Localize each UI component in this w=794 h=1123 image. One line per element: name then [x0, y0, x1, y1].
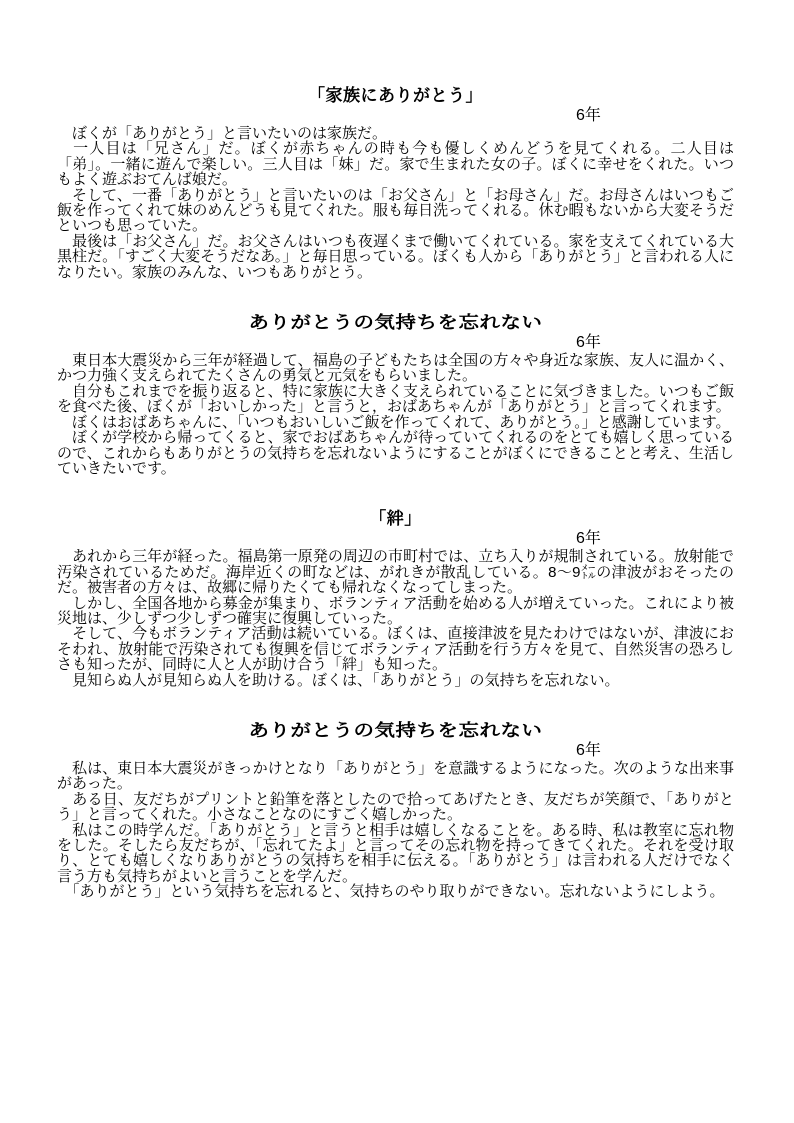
essay-author-grade: 6年 — [576, 530, 601, 548]
essay-title: 「絆」 — [369, 509, 422, 529]
essay-title: ありがとうの気持ちを忘れない — [248, 720, 543, 740]
essay-body — [57, 549, 734, 688]
essay-paragraph: ぼくが「ありがとう」と言いたいのは家族だ。 — [57, 125, 388, 142]
essay-paragraph: 見知らぬ人が見知らぬ人を助ける。ぼくは、「ありがとう」の気持ちを忘れない。 — [57, 671, 620, 689]
essay-paragraph: 「ありがとう」という気持ちを忘れると、気持ちのやり取りができない。忘れないようにしよう。 — [57, 883, 725, 901]
essay-body — [57, 761, 734, 900]
essay-paragraph: しかし、全国各地から募金が集まり、ボランティア活動を始める人が増えていった。これにより被災地は、少しずつ少しずつ確実に復興していった。 — [57, 594, 734, 627]
essay-paragraph: そして、一番「ありがとう」と言いたいのは「お父さん」と「お母さん」だ。お母さんはいつもご飯を作ってくれて妹のめんどうも見てくれた。服も毎日洗ってくれる。休む暇もないから大変そうだといつも思っていた。 — [57, 186, 734, 235]
essay-paragraph: ある日、友だちがプリントと鉛筆を落としたので拾ってあげたとき、友だちが笑顔で、「ありがとう」と言ってくれた。小さなことなのにすごく嬉しかった。 — [57, 790, 734, 824]
essay-family-thanks — [57, 86, 734, 280]
essay-author-grade: 6年 — [576, 741, 601, 759]
essay-paragraph: 最後は「お父さん」だ。お父さんはいつも夜遅くまで働いてくれている。家を支えてくれている大黒柱だ。「すごく大変そうだなあ。」と毎日思っている。ぼくも人から「ありがとう」と言われる人になりたい。家族のみんな、いつもありがとう。 — [57, 232, 734, 281]
essay-paragraph: 私は、東日本大震災がきっかけとなり「ありがとう」を意識するようになった。次のような出来事があった。 — [57, 759, 734, 793]
essay-paragraph: 東日本大震災から三年が経過して、福島の子どもたちは全国の方々や身近な家族、友人に温かく、かつ力強く支えられてたくさんの勇気と元気をもらいました。 — [57, 352, 734, 385]
essay-kizuna — [57, 509, 734, 688]
essay-paragraph: 私はこの時学んだ。「ありがとう」と言うと相手は嬉しくなることを。ある時、私は教室に忘れ物をした。そしたら友だちが、「忘れてたよ」と言ってその忘れ物を持ってきてくれた。それを受け取り、とても嬉しくなりありがとうの気持ちを相手に伝える。「ありがとう」は言われる人だけでなく言う方も気持ちがよいと言うことを学んだ。 — [57, 821, 734, 885]
essay-author-grade: 6年 — [576, 334, 601, 352]
essay-paragraph: 一人目は「兄さん」だ。ぼくが赤ちゃんの時も今も優しくめんどうを見てくれる。二人目は「弟」。一緒に遊んで楽しい。三人目は「妹」だ。家で生まれた女の子。ぼくに幸せをくれた。いつもよく遊ぶおてんば娘だ。 — [57, 140, 734, 189]
essay-paragraph: そして、今もボランティア活動は続いている。ぼくは、直接津波を見たわけではないが、津波におそわれ、放射能で汚染されても復興を信じてボランティア活動を行う方々を見て、自然災害の恐ろしさも知ったが、同時に人と人が助け合う「絆」も知った。 — [57, 625, 734, 674]
essay-body — [57, 126, 734, 280]
essay-author-grade: 6年 — [576, 107, 601, 124]
essay-paragraph: ぼくはおばあちゃんに、「いつもおいしいご飯を作ってくれて、ありがとう。」と感謝しています。 — [57, 413, 731, 431]
essay-title: 「家族にありがとう」 — [308, 86, 483, 105]
essay-never-forget-gratitude-1 — [57, 313, 734, 476]
essay-body — [57, 353, 734, 476]
essay-paragraph: ぼくが学校から帰ってくると、家でおばあちゃんが待っていてくれるのをとても嬉しく思っているので、これからもありがとうの気持ちを忘れないようにすることがぼくにできることと考え、生活していきたいです。 — [57, 429, 734, 477]
essay-paragraph: あれから三年が経った。福島第一原発の周辺の市町村では、立ち入りが規制されている。放射能で汚染されているためだ。海岸近くの町などは、がれきが散乱している。8～9㍍の津波がおそったのだ。被害者の方々は、故郷に帰りたくても帰れなくなってしまった。 — [57, 548, 734, 597]
essay-paragraph: 自分もこれまでを振り返ると、特に家族に大きく支えられていることに気づきました。いつもご飯を食べた後、ぼくが「おいしかった」と言うと，おばあちゃんが「ありがとう」と言ってくれます。 — [57, 382, 734, 416]
essay-never-forget-gratitude-2 — [57, 721, 734, 900]
essay-title: ありがとうの気持ちを忘れない — [248, 313, 543, 333]
